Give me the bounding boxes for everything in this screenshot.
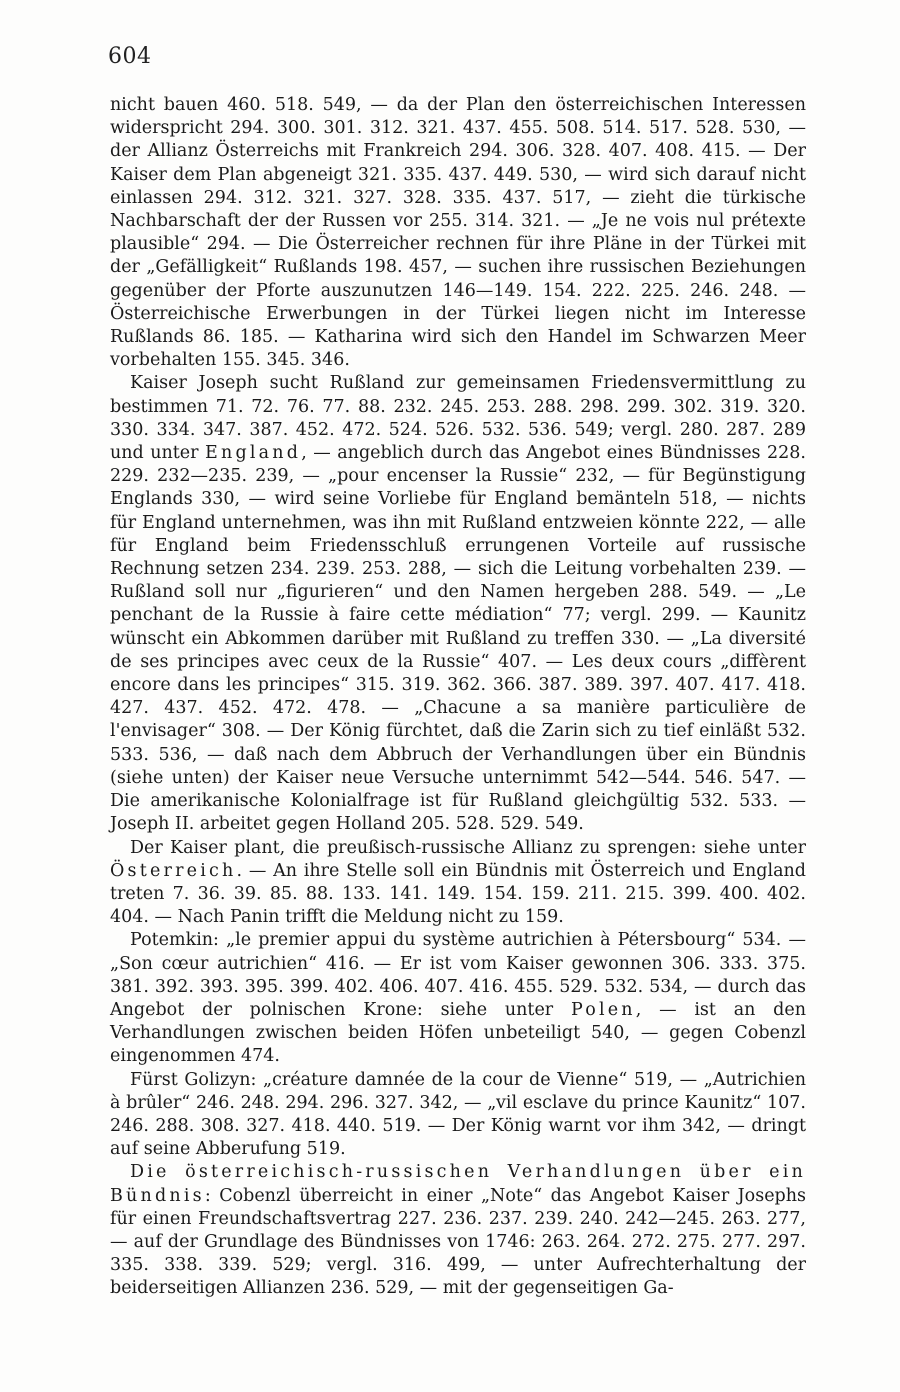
text-run: nicht bauen 460. 518. 549, — da der Plan den österreichischen Interessen widerspricht 294. 300. 301. 312. 321. 437. 455. 508. 514. 517. 528. 530, — der Allianz Österreichs mit Frankreich 294. 306. 328. 407. 408. 415. — Der Kaiser dem Plan abgeneigt 321. 335. 437. 449. 530, — wird sich darauf nicht einlassen 294. 312. 321. 327. 328. 335. 437. 517, — zieht die türkische Nachbarschaft der der Russen vor 255. 314. 321. — „Je ne vois nul prétexte plausible“ 294. — Die Österreicher rechnen für ihre Pläne in der Türkei mit der „Gefälligkeit“ Rußlands 198. 457, — suchen ihre russischen Beziehungen gegenüber der Pforte auszunutzen 146—149. 154. 222. 225. 246. 248. — Österreichische Erwerbungen in der Türkei liegen nicht im Interesse Rußlands 86. 185. — Katharina wird sich den Handel im Schwarzen Meer vorbehalten 155. 345. 346. — [110, 95, 806, 371]
text-run: , — angeblich durch das Angebot eines Bündnisses 228. 229. 232—235. 239, — „pour encenser la Russie“ 232, — für Begünstigung Englands 330, — wird seine Vorliebe für England bemänteln 518, — nichts für England unternehmen, was ihn mit Rußland entzweien könnte 222, — alle für England beim Friedensschluß errungenen Vorteile auf russische Rechnung setzen 234. 239. 253. 288, — sich die Leitung vorbehalten 239. — Rußland soll nur „figurieren“ und den Namen hergeben 288. 549. — „Le penchant de la Russie à faire cette médiation“ 77; vergl. 299. — Kaunitz wünscht ein Abkommen darüber mit Rußland zu treffen 330. — „La diversité de ses principes avec ceux de la Russie“ 407. — Les deux cours „diffèrent encore dans les principes“ 315. 319. 362. 366. 387. 389. 397. 407. 417. 418. 427. 437. 452. 472. 478. — „Chacune a sa manière particulière de l'envisager“ 308. — Der König fürchtet, daß die Zarin sich zu tief einläßt 532. 533. 536, — daß nach dem Abbruch der Verhandlungen über ein Bündnis (siehe unten) der Kaiser neue Versuche unternimmt 542—544. 546. 547. — Die amerikanische Kolonialfrage ist für Rußland gleichgültig 532. 533. — Joseph II. arbeitet gegen Holland 205. 528. 529. 549. — [110, 443, 806, 835]
page-number: 604 — [108, 44, 152, 69]
spaced-keyword-polen: Polen — [570, 999, 636, 1020]
paragraph-2 — [110, 837, 806, 930]
paragraph-3 — [110, 929, 806, 1068]
spaced-keyword-oesterreich: Österreich — [110, 860, 237, 881]
text-run: Kaiser Joseph sucht Rußland zur gemeinsamen Friedensvermittlung zu bestimmen 71. 72. 76. 77. 88. 232. 245. 253. 288. 298. 299. 302. 319. 320. 330. 334. 347. 387. 452. 472. 524. 526. 532. 536. 549; vergl. 280. 287. 289 und unter — [110, 373, 806, 464]
text-run: , — ist an den Verhandlungen zwischen beiden Höfen unbeteiligt 540, — gegen Cobenzl eingenommen 474. — [110, 999, 806, 1067]
paragraph-1 — [110, 372, 806, 836]
text-run: . — An ihre Stelle soll ein Bündnis mit Österreich und England treten 7. 36. 39. 85. 88. 133. 141. 149. 154. 159. 211. 215. 399. 400. 402. 404. — Nach Panin trifft die Meldung nicht zu 159. — [110, 860, 806, 928]
text-run: : Cobenzl überreicht in einer „Note“ das Angebot Kaiser Josephs für einen Freundschaftsvertrag 227. 236. 237. 239. 240. 242—245. 263. 277, — auf der Grundlage des Bündnisses von 1746: 263. 264. 272. 275. 277. 297. 335. 338. 339. 529; vergl. 316. 499, — unter Aufrechterhaltung der beiderseitigen Allianzen 236. 529, — mit der gegenseitigen Ga- — [110, 1185, 806, 1299]
text-run: Potemkin: „le premier appui du système autrichien à Pétersbourg“ 534. — „Son cœur autrichien“ 416. — Er ist vom Kaiser gewonnen 306. 333. 375. 381. 392. 393. 395. 399. 402. 406. 407. 416. 455. 529. 532. 534, — durch das Angebot der polnischen Krone: siehe unter — [110, 930, 806, 1020]
spaced-heading-verhandlungen: Die österreichisch-russischen Verhandlungen über ein Bündnis — [110, 1162, 806, 1206]
text-run: Fürst Golizyn: „créature damnée de la cour de Vienne“ 519, — „Autrichien à brûler“ 246. 248. 294. 296. 327. 342, — „vil esclave du prince Kaunitz“ 107. 246. 288. 308. 327. 418. 440. 519. — Der König warnt vor ihm 342, — dringt auf seine Abberufung 519. — [110, 1069, 806, 1160]
paragraph-5 — [110, 1161, 806, 1300]
text-run: Der Kaiser plant, die preußisch-russische Allianz zu sprengen: siehe unter — [130, 837, 806, 858]
spaced-keyword-england: England — [205, 443, 302, 464]
index-text — [110, 94, 806, 1301]
paragraph-4 — [110, 1069, 806, 1162]
paragraph-0 — [110, 94, 806, 372]
